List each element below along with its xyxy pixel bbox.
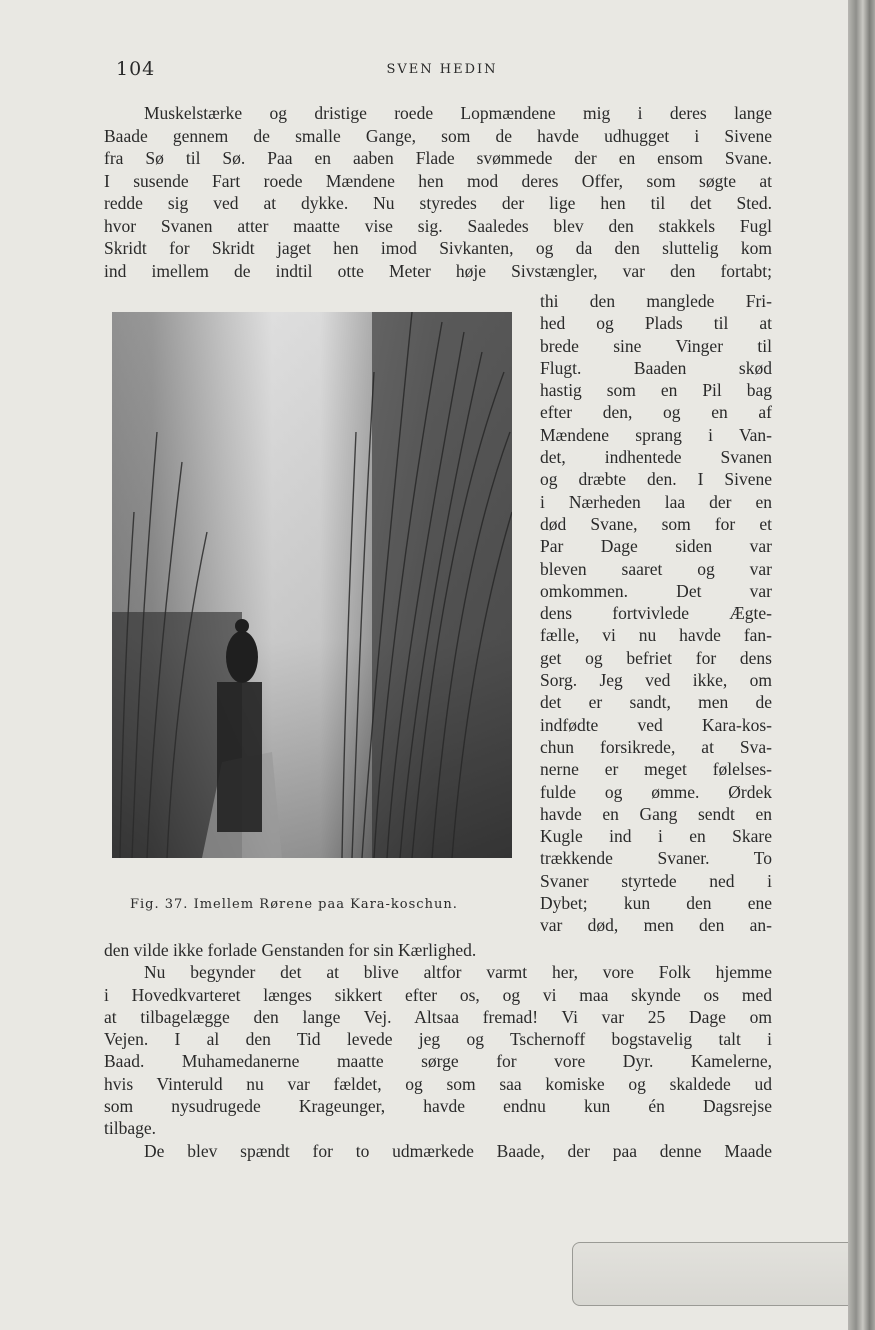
text-line: fælle, vi nu havde fan- — [540, 625, 772, 646]
text-line: Dybet; kun den ene — [540, 893, 772, 914]
text-line: det er sandt, men de — [540, 692, 772, 713]
text-line: chun forsikrede, at Sva- — [540, 736, 772, 757]
running-head: SVEN HEDIN — [386, 62, 498, 77]
text-line: efter den, og en af — [540, 402, 772, 423]
text-line: ind imellem de indtil otte Meter høje Sivstængler, var den fortabt; — [104, 260, 772, 281]
text-line: hed og Plads til at — [540, 313, 772, 334]
text-line: omkommen. Det var — [540, 580, 772, 601]
page-number: 104 — [116, 58, 156, 80]
text-line: Sorg. Jeg ved ikke, om — [540, 670, 772, 691]
top-paragraph — [104, 102, 772, 282]
text-line: trækkende Svaner. To — [540, 848, 772, 869]
text-line: dens fortvivlede Ægte- — [540, 603, 772, 624]
text-line: hvor Svanen atter maatte vise sig. Saaledes blev den stakkels Fugl — [104, 215, 772, 236]
figure-37 — [112, 312, 512, 858]
text-line: tilbage. — [104, 1118, 156, 1139]
text-line: thi den manglede Fri- — [540, 291, 772, 311]
text-line: Nu begynder det at blive altfor varmt her, vore Folk hjemme — [144, 962, 772, 983]
text-line: bleven saaret og var — [540, 558, 772, 579]
page-header — [112, 58, 772, 84]
text-line: Baad. Muhamedanerne maatte sørge for vore Dyr. Kamelerne, — [104, 1051, 772, 1072]
text-line: indfødte ved Kara-kos- — [540, 714, 772, 735]
wrapped-text-column — [540, 290, 772, 937]
text-line: fra Sø til Sø. Paa en aaben Flade svømmede der en ensom Svane. — [104, 148, 772, 168]
text-line: i Nærheden laa der en — [540, 491, 772, 512]
figure-caption: Fig. 37. Imellem Rørene paa Kara-koschun. — [130, 897, 458, 912]
text-line: og dræbte den. I Sivene — [540, 469, 772, 490]
text-line: hvis Vinteruld nu var fældet, og som saa komiske og skaldede ud — [104, 1073, 772, 1094]
text-line: var død, men den an- — [540, 915, 772, 936]
text-line: den vilde ikke forlade Genstanden for sin Kærlighed. — [104, 940, 477, 960]
text-line: havde en Gang sendt en — [540, 803, 772, 824]
bottom-paragraphs — [104, 939, 772, 1162]
text-line: som nysudrugede Krageunger, havde endnu kun én Dagsrejse — [104, 1096, 772, 1117]
text-line: Flugt. Baaden skød — [540, 357, 772, 378]
reed-photograph — [112, 312, 512, 858]
text-line: Par Dage siden var — [540, 536, 772, 557]
text-line: Vejen. I al den Tid levede jeg og Tschernoff bogstavelig talt i — [104, 1029, 772, 1050]
text-line: Mændene sprang i Van- — [540, 424, 772, 445]
text-line: Baade gennem de smalle Gange, som de havde udhugget i Sivene — [104, 125, 772, 146]
text-line: fulde og ømme. Ørdek — [540, 781, 772, 802]
text-line: get og befriet for dens — [540, 647, 772, 668]
text-line: De blev spændt for to udmærkede Baade, der paa denne Maade — [144, 1140, 772, 1161]
text-line: hastig som en Pil bag — [540, 380, 772, 401]
text-line: Muskelstærke og dristige roede Lopmændene mig i deres lange — [144, 103, 772, 123]
text-line: Skridt for Skridt jaget hen imod Sivkanten, og da den sluttelig kom — [104, 238, 772, 258]
library-label-outline — [572, 1242, 864, 1306]
text-line: det, indhentede Svanen — [540, 447, 772, 468]
text-line: død Svane, som for et — [540, 513, 772, 534]
text-line: Svaner styrtede ned i — [540, 870, 772, 891]
text-line: brede sine Vinger til — [540, 335, 772, 356]
text-line: at tilbagelægge den lange Vej. Altsaa fremad! Vi var 25 Dage om — [104, 1006, 772, 1027]
text-line: i Hovedkvarteret længes sikkert efter os, og vi maa skynde os med — [104, 984, 772, 1005]
text-line: I susende Fart roede Mændene hen mod deres Offer, som søgte at — [104, 170, 772, 191]
text-line: nerne er meget følelses- — [540, 759, 772, 780]
text-line: Kugle ind i en Skare — [540, 826, 772, 847]
reed-photo-illustration — [112, 312, 512, 858]
text-line: redde sig ved at dykke. Nu styredes der lige hen til det Sted. — [104, 193, 772, 213]
book-spine-edge — [848, 0, 875, 1330]
